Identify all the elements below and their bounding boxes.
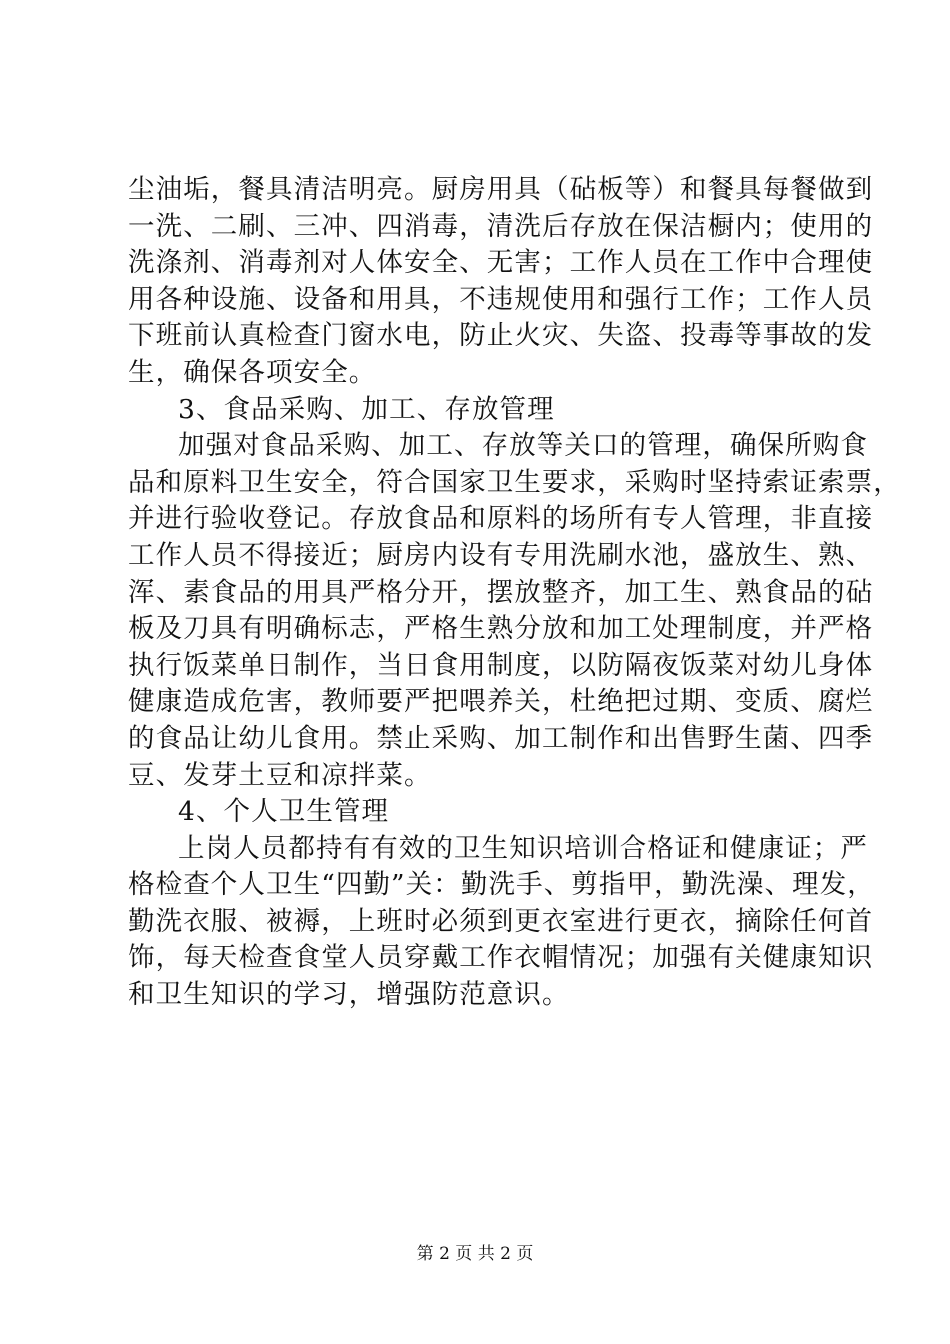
document-body (128, 172, 901, 1014)
body-line: 一洗、二刷、三冲、四消毒，清洗后存放在保洁橱内；使用的 (128, 210, 874, 242)
body-line: 工作人员不得接近；厨房内设有专用洗刷水池，盛放生、熟、 (128, 539, 874, 571)
section-heading-personal-hygiene: 4、个人卫生管理 (178, 796, 390, 828)
body-line: 并进行验收登记。存放食品和原料的场所有专人管理，非直接 (128, 503, 874, 535)
body-line: 品和原料卫生安全，符合国家卫生要求，采购时坚持索证索票， (128, 466, 901, 498)
body-line: 勤洗衣服、被褥，上班时必须到更衣室进行更衣，摘除任何首 (128, 905, 874, 937)
body-line: 生，确保各项安全。 (128, 356, 377, 388)
body-line: 执行饭菜单日制作，当日食用制度，以防隔夜饭菜对幼儿身体 (128, 649, 874, 681)
body-line: 和卫生知识的学习，增强防范意识。 (128, 979, 570, 1011)
body-line: 豆、发芽土豆和凉拌菜。 (128, 759, 432, 791)
page-number-footer: 第 2 页 共 2 页 (416, 1244, 534, 1264)
body-line: 尘油垢，餐具清洁明亮。厨房用具（砧板等）和餐具每餐做到 (128, 174, 874, 205)
body-line: 浑、素食品的用具严格分开，摆放整齐，加工生、熟食品的砧 (128, 576, 874, 608)
body-line: 用各种设施、设备和用具，不违规使用和强行工作；工作人员 (128, 283, 874, 315)
body-line: 格检查个人卫生“四勤”关：勤洗手、剪指甲，勤洗澡、理发， (128, 869, 875, 901)
body-line: 的食品让幼儿食用。禁止采购、加工制作和出售野生菌、四季 (128, 722, 874, 754)
body-line: 下班前认真检查门窗水电，防止火灾、失盗、投毒等事故的发 (128, 320, 874, 352)
paragraph-first-line: 上岗人员都持有有效的卫生知识培训合格证和健康证；严 (178, 832, 868, 864)
section-heading-food-procurement: 3、食品采购、加工、存放管理 (178, 393, 555, 425)
body-line: 板及刀具有明确标志，严格生熟分放和加工处理制度，并严格 (128, 613, 874, 645)
body-line: 健康造成危害，教师要严把喂养关，杜绝把过期、变质、腐烂 (128, 686, 874, 718)
body-line: 洗涤剂、消毒剂对人体安全、无害；工作人员在工作中合理使 (128, 247, 874, 279)
body-line: 饰，每天检查食堂人员穿戴工作衣帽情况；加强有关健康知识 (128, 942, 874, 974)
paragraph-first-line: 加强对食品采购、加工、存放等关口的管理，确保所购食 (178, 430, 868, 462)
